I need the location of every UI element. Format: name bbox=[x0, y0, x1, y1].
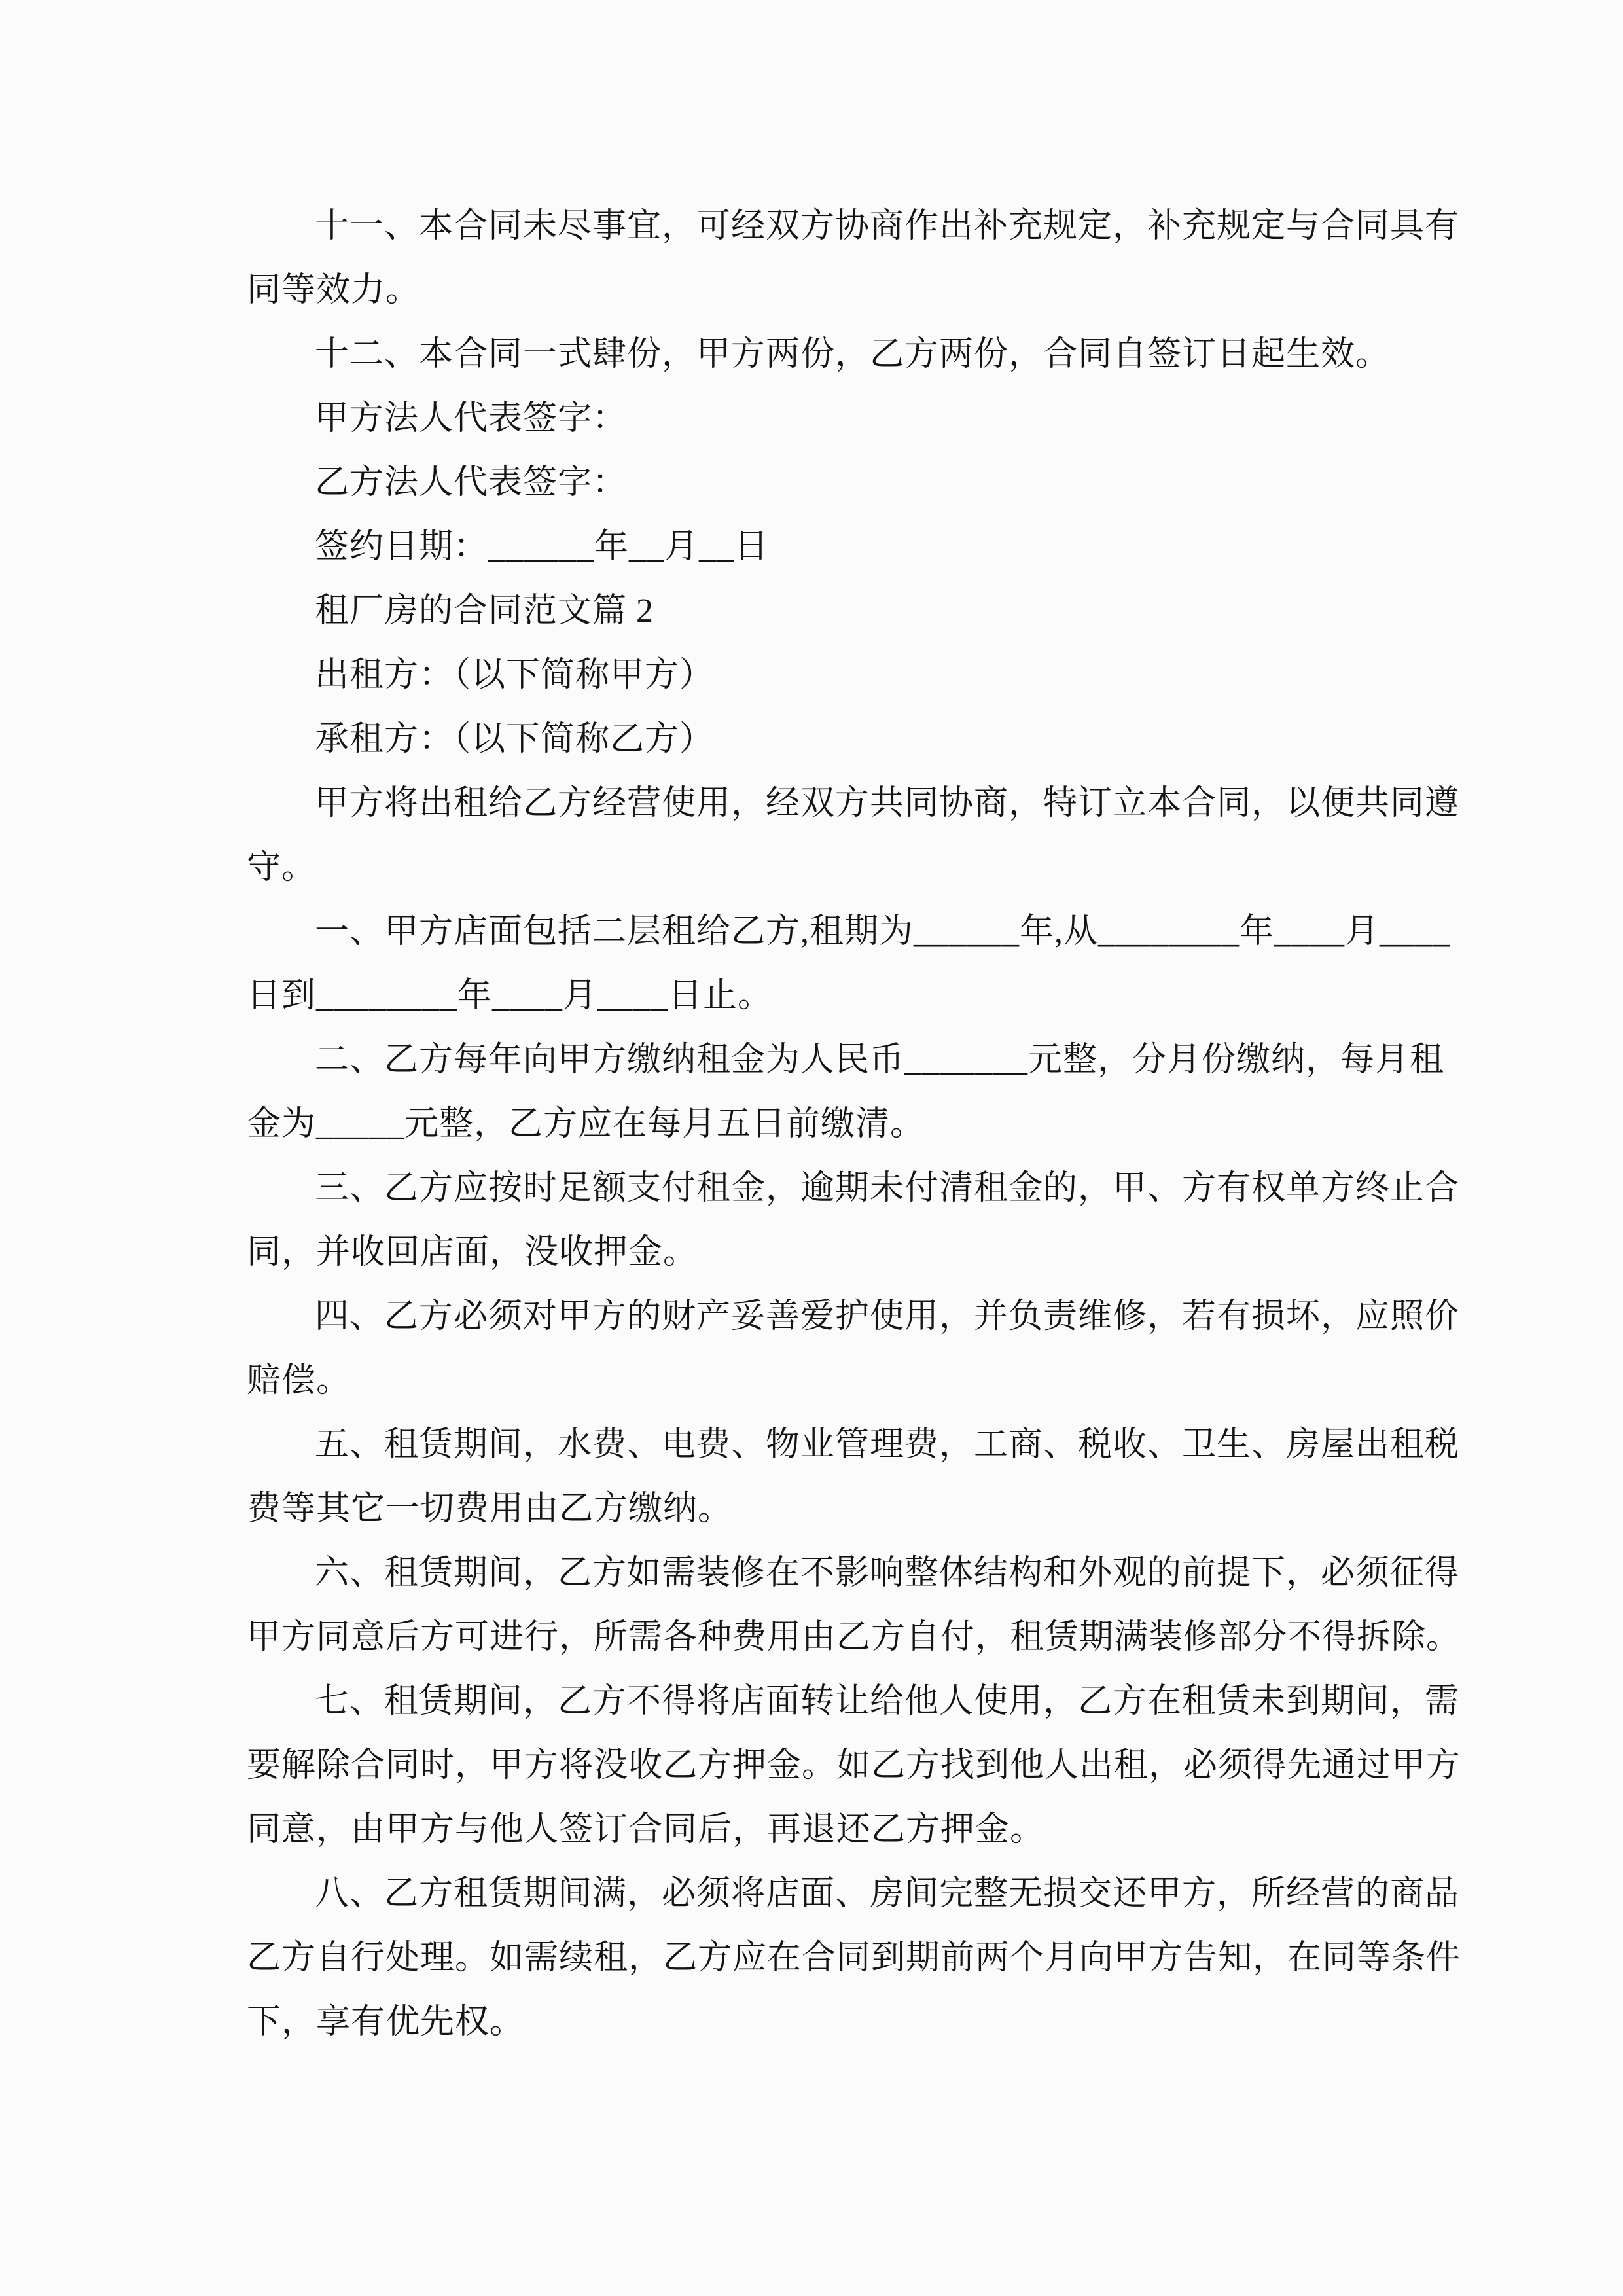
text-line: 甲方同意后方可进行，所需各种费用由乙方自付，租赁期满装修部分不得拆除。 bbox=[247, 1619, 1461, 1656]
text-line: 费等其它一切费用由乙方缴纳。 bbox=[247, 1490, 733, 1528]
text-line: 同意，由甲方与他人签订合同后，再退还乙方押金。 bbox=[247, 1811, 1045, 1848]
text-line: 金为_____元整，乙方应在每月五日前缴清。 bbox=[247, 1105, 925, 1143]
text-line: 同，并收回店面，没收押金。 bbox=[247, 1234, 698, 1271]
text-line: 十一、本合同未尽事宜，可经双方协商作出补充规定，补充规定与合同具有 bbox=[315, 207, 1460, 245]
text-line: 日到________年____月____日止。 bbox=[247, 977, 773, 1014]
text-line: 十二、本合同一式肆份，甲方两份，乙方两份，合同自签订日起生效。 bbox=[315, 336, 1391, 373]
text-line: 签约日期：______年__月__日 bbox=[315, 528, 770, 565]
text-line: 二、乙方每年向甲方缴纳租金为人民币_______元整，分月份缴纳，每月租 bbox=[315, 1041, 1445, 1079]
text-line: 同等效力。 bbox=[247, 272, 421, 309]
text-line: 乙方法人代表签字： bbox=[315, 464, 628, 501]
text-line: 四、乙方必须对甲方的财产妥善爱护使用，并负责维修，若有损坏，应照价 bbox=[315, 1298, 1460, 1335]
text-line: 甲方将出租给乙方经营使用，经双方共同协商，特订立本合同，以便共同遵 bbox=[315, 785, 1460, 822]
text-line: 租厂房的合同范文篇 2 bbox=[315, 592, 654, 630]
text-line: 六、租赁期间，乙方如需装修在不影响整体结构和外观的前提下，必须征得 bbox=[315, 1554, 1460, 1592]
text-line: 三、乙方应按时足额支付租金，逾期未付清租金的，甲、方有权单方终止合 bbox=[315, 1170, 1460, 1207]
text-line: 七、租赁期间，乙方不得将店面转让给他人使用，乙方在租赁未到期间，需 bbox=[315, 1683, 1460, 1720]
text-line: 赔偿。 bbox=[247, 1362, 351, 1399]
text-line: 乙方自行处理。如需续租，乙方应在合同到期前两个月向甲方告知，在同等条件 bbox=[247, 1939, 1461, 1977]
text-line: 五、租赁期间，水费、电费、物业管理费，工商、税收、卫生、房屋出租税 bbox=[315, 1426, 1460, 1463]
text-line: 承租方：（以下简称乙方） bbox=[315, 721, 715, 758]
text-line: 甲方法人代表签字： bbox=[315, 400, 628, 437]
text-line: 守。 bbox=[247, 849, 317, 886]
text-line: 要解除合同时，甲方将没收乙方押金。如乙方找到他人出租，必须得先通过甲方 bbox=[247, 1747, 1461, 1784]
text-line: 出租方：（以下简称甲方） bbox=[315, 656, 715, 694]
text-line: 下，享有优先权。 bbox=[247, 2003, 525, 2041]
contract-body bbox=[247, 194, 1461, 2054]
text-line: 一、甲方店面包括二层租给乙方,租期为______年,从________年____月____ bbox=[315, 913, 1451, 950]
text-line: 八、乙方租赁期间满，必须将店面、房间完整无损交还甲方，所经营的商品 bbox=[315, 1875, 1460, 1912]
